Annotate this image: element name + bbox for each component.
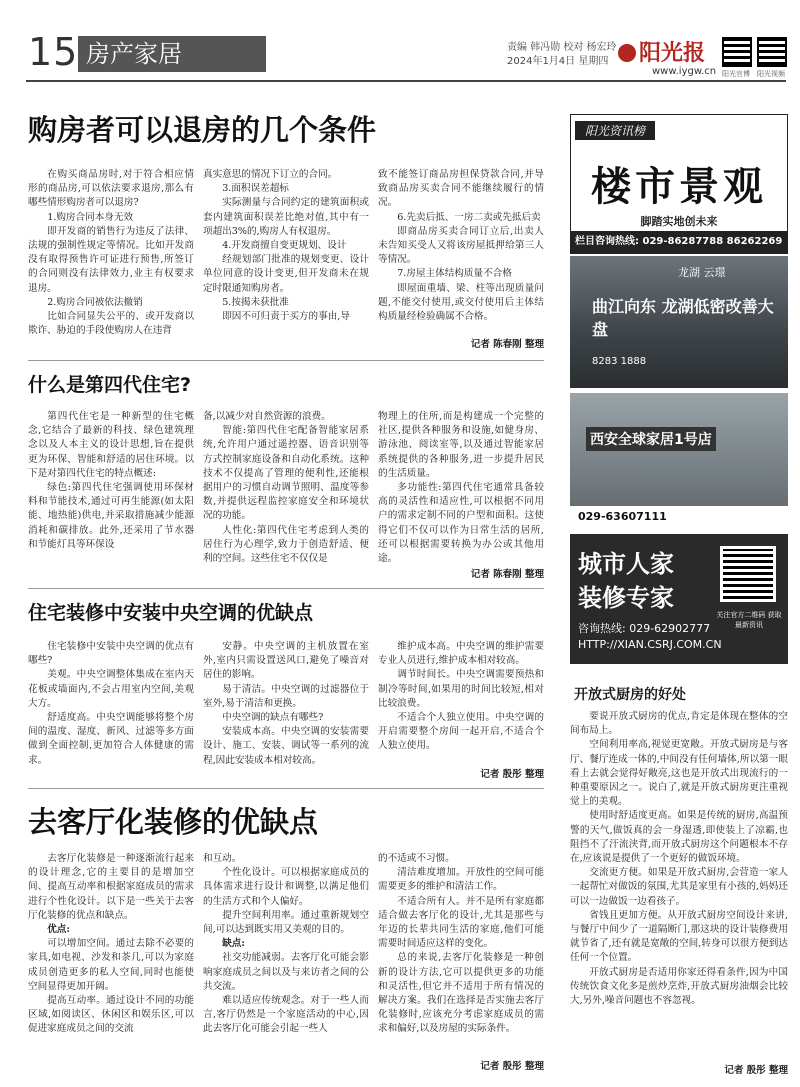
date-line: 2024年1月4日 星期四 <box>507 56 609 67</box>
byline: 记者 陈春刚 整理 <box>470 339 544 350</box>
paragraph: 不适合个人独立使用。中央空调的开启需要整个房间一起开启,不适合个人独立使用。 <box>378 712 544 752</box>
paragraph: 美观。中央空调整体集成在室内天花板或墙面内,不会占用室内空间,美观大方。 <box>28 669 194 709</box>
ad-phone: 029-63607111 <box>570 506 788 528</box>
paragraph: 开放式厨房是否适用你家还得看条件,因为中国传统饮食文化多是煎炒烹炸,开放式厨房油烟会比较大,另外,噪音问题也不容忽视。 <box>570 966 788 1007</box>
paragraph: 物理上的住所,而是构建成一个完整的社区,提供各种服务和设施,如健身房、游泳池、阅读室等,以及通过智能家居系统提供的各种服务,进一步提升居民的生活质量。 <box>378 411 544 479</box>
paragraph: 空间利用率高,视觉更宽敞。开放式厨房是与客厅、餐厅连成一体的,中间没有任何墙体,所以第一眼看上去就会觉得好敞亮,这也是开放式出现流行的一种重要原因之一。说白了,就是开放式厨房更注重视觉上的美观。 <box>570 739 788 808</box>
paragraph: 中央空调的缺点有哪些? <box>222 712 324 724</box>
paragraph: 3.面积误差超标 <box>222 183 289 195</box>
article-title: 购房者可以退房的几个条件 <box>28 113 377 147</box>
paragraph: 经规划部门批准的规划变更、设计单位同意的设计变更,但开发商未在规定时限通知购房者。 <box>203 254 369 294</box>
subheading: 缺点: <box>222 938 245 950</box>
paragraph: 难以适应传统观念。对于一些人而言,客厅仍然是一个家庭活动的中心,因此去客厅化可能会引起一些人 <box>203 995 369 1035</box>
renovation-ad[interactable] <box>570 534 788 664</box>
paragraph: 致不能签订商品房担保贷款合同,并导致商品房买卖合同不能继续履行的情况。 <box>378 169 544 209</box>
paragraph: 可以增加空间。通过去除不必要的家具,如电视、沙发和茶几,可以为家庭成员创造更多的私人空间,同时也能使空间显得更加开阔。 <box>28 938 194 992</box>
site-url[interactable]: www.iygw.cn <box>652 66 717 77</box>
paragraph: 在购买商品房时,对于符合相应情形的商品房,可以依法要求退房,那么有哪些情形购房者可以退房? <box>28 169 194 209</box>
page-number: 15 <box>28 30 79 74</box>
section-title: 房产家居 <box>78 36 266 72</box>
paragraph: 即因不可归责于买方的事由,导 <box>222 311 350 323</box>
byline: 记者 殷彤 整理 <box>480 769 544 780</box>
qr-caption: 阳光官博 <box>722 70 750 78</box>
article-column <box>28 640 194 780</box>
article-title: 开放式厨房的好处 <box>574 687 686 703</box>
paragraph: 省钱且更加方便。从开放式厨房空间设计来讲,与餐厅中间少了一道隔断门,那这块的设计装修费用就节省了,还有就是宽敞的空间,转身可以很方便到达任何一个位置。 <box>570 909 788 964</box>
divider <box>28 588 544 589</box>
ad-brand: 龙湖 云璟 <box>678 266 726 279</box>
furniture-ad[interactable] <box>570 393 788 528</box>
article-column <box>203 852 369 1074</box>
paragraph: 真实意思的情况下订立的合同。 <box>203 169 338 180</box>
paragraph: 和互动。 <box>203 853 242 864</box>
paragraph: 易于清洁。中央空调的过滤器位于室外,易于清洁和更换。 <box>203 683 369 709</box>
sun-icon <box>618 44 636 62</box>
paragraph: 第四代住宅是一种新型的住宅概念,它结合了最新的科技、绿色建筑理念以及人本主义的设计思想,旨在提供更为环保、智能和舒适的居住环境。以下是对第四代住宅的特点概述: <box>28 411 194 479</box>
header-divider <box>26 80 786 82</box>
paragraph: 即商品房买卖合同订立后,出卖人未告知买受人又将该房屋抵押给第三人等情况。 <box>378 225 544 266</box>
ad-phone: 咨询热线: 029-62902777 <box>578 622 711 635</box>
newspaper-logo <box>618 36 705 67</box>
paragraph: 实际测量与合同约定的建筑面积或套内建筑面积误差比绝对值,其中有一项超出3%的,购房人有权退房。 <box>203 197 369 237</box>
byline: 记者 殷彤 整理 <box>724 1065 788 1076</box>
ad-url[interactable]: HTTP://XIAN.CSRJ.COM.CN <box>578 638 722 651</box>
article-column <box>203 640 369 780</box>
article-title: 去客厅化装修的优缺点 <box>28 805 319 839</box>
paragraph: 要说开放式厨房的优点,肯定是体现在整体的空间布局上。 <box>570 711 788 737</box>
qr-code-icon <box>722 37 752 67</box>
sidebar-article <box>570 676 788 1064</box>
paragraph: 总的来说,去客厅化装修是一种创新的设计方法,它可以提供更多的功能和灵活性,但它并不适用于所有情况的解决方案。我们在选择是否实施去客厅化装修时,应该充分考虑家庭成员的需求和偏好,以及房屋的实际条件。 <box>378 952 544 1035</box>
ad-tag: 阳光资讯榜 <box>575 121 655 140</box>
paragraph: 智能:第四代住宅配备智能家居系统,允许用户通过遥控器、语音识别等方式控制家庭设备和自动化系统。这种技术不仅提高了管理的便利性,还能根据用户的习惯自动调节照明、温度等参数,并提供远程监控家庭安全和环境状况的功能。 <box>203 425 369 522</box>
byline: 记者 陈春刚 整理 <box>470 569 544 580</box>
paragraph: 2.购房合同被依法撤销 <box>47 296 143 308</box>
article-column <box>28 168 194 352</box>
paragraph: 多功能性:第四代住宅通常具备较高的灵活性和适应性,可以根据不同用户的需求定制不同的户型和面积。这使得它们不仅可以作为日常生活的居所,还可以根据需要转换为办公或其他用途。 <box>378 482 544 565</box>
subheading: 优点: <box>47 924 70 936</box>
article-column <box>28 852 194 1074</box>
article-column <box>570 710 788 1064</box>
paragraph: 即开发商的销售行为违反了法律、法规的强制性规定等情况。比如开发商没有取得预售许可证进行预售,所签订的合同则没有法律效力,业主有权要求退房。 <box>28 225 194 294</box>
paragraph: 7.房屋主体结构质量不合格 <box>397 268 512 280</box>
ad-phone: 8283 1888 <box>592 356 647 367</box>
paragraph: 安装成本高。中央空调的安装需要设计、施工、安装、调试等一系列的流程,因此安装成本相对较高。 <box>203 726 369 766</box>
article-column <box>378 640 544 764</box>
paragraph: 舒适度高。中央空调能够将整个房间的温度、湿度、新风、过滤等多方面做到全面控制,更加符合人体健康的需求。 <box>28 712 194 766</box>
ad-hotline: 栏目咨询热线: 029-86287788 86262269 <box>571 231 787 253</box>
paragraph: 的不适或不习惯。 <box>378 853 455 864</box>
editors-line: 责编 韩冯勋 校对 杨宏玲 <box>507 42 617 53</box>
article-column <box>378 410 544 566</box>
article-column <box>28 410 194 580</box>
article-column <box>378 168 544 334</box>
logo-text: 阳光报 <box>639 40 706 66</box>
paragraph: 即屋面重墙、梁、柱等出现质量问题,不能交付使用,或交付使用后主体结构质量经检验确属不合格。 <box>378 282 544 323</box>
article-column <box>203 168 369 352</box>
paragraph: 交流更方便。如果是开放式厨房,会营造一家人一起帮忙对做饭的氛围,尤其是家里有小孩的,妈妈还可以一边做饭一边看孩子。 <box>570 867 788 907</box>
paragraph: 人性化:第四代住宅考虑到人类的居住行为心理学,致力于创造舒适、便利的空间。这些住宅不仅仅是 <box>203 524 369 565</box>
divider <box>28 788 544 789</box>
paragraph: 个性化设计。可以根据家庭成员的具体需求进行设计和调整,以满足他们的生活方式和个人偏好。 <box>203 867 369 907</box>
qr-caption: 关注官方二维码 获取最新资讯 <box>716 611 782 629</box>
paragraph: 绿色:第四代住宅强调使用环保材料和节能技术,通过可再生能源(如太阳能、地热能)供电,并采取措施减少能源消耗和碳排放。此外,还采用了节水器和节能灯具等环保设 <box>28 482 194 550</box>
paragraph: 安静。中央空调的主机放置在室外,室内只需设置送风口,避免了噪音对居住的影响。 <box>203 641 369 681</box>
paragraph: 使用时舒适度更高。如果是传统的厨房,高温预警的天气,做饭真的会一身湿透,即使装上了凉霸,也阻挡不了汗流浃背,而开放式厨房这个问题根本不存在,应该说是提供了一个更好的做饭环境。 <box>570 810 788 865</box>
column-ad-box <box>570 114 788 254</box>
qr-code-icon <box>757 37 787 67</box>
paragraph: 提高互动率。通过设计不同的功能区域,如阅读区、休闲区和娱乐区,可以促进家庭成员之间的交流 <box>28 995 194 1035</box>
article-title: 什么是第四代住宅? <box>28 374 192 396</box>
paragraph: 4.开发商擅自变更规划、设计 <box>222 240 347 252</box>
ad-headline: 曲江向东 龙湖低密改善大盘 <box>592 297 774 339</box>
paragraph: 维护成本高。中央空调的维护需要专业人员进行,维护成本相对较高。 <box>378 641 544 667</box>
paragraph: 5.按揭未获批准 <box>222 296 289 308</box>
paragraph: 住宅装修中安装中央空调的优点有哪些? <box>28 641 194 667</box>
paragraph: 6.先卖后抵、一房二卖或先抵后卖 <box>397 211 541 223</box>
paragraph: 调节时间长。中央空调需要预热和制冷等时间,如果用的时间比较短,相对比较浪费。 <box>378 669 544 709</box>
paragraph: 提升空间利用率。通过重新规划空间,可以达到既实用又美观的目的。 <box>203 909 369 936</box>
article-column <box>203 410 369 580</box>
paragraph: 社交功能减弱。去客厅化可能会影响家庭成员之间以及与来访者之间的公共交流。 <box>203 952 369 992</box>
paragraph: 备,以减少对自然资源的浪费。 <box>203 411 331 422</box>
paragraph: 1.购房合同本身无效 <box>47 211 134 223</box>
ad-line: 城市人家 <box>578 550 674 578</box>
paragraph: 比如合同显失公平的、或开发商以欺诈、胁迫的手段使购房人在违背 <box>28 311 194 337</box>
qr-code-icon <box>720 546 776 602</box>
ad-title: 楼市景观 <box>591 163 767 210</box>
paragraph: 不适合所有人。并不是所有家庭都适合做去客厅化的设计,尤其是那些与年迈的长辈共同生活的家庭,他们可能需要时间适应这样的变化。 <box>378 895 544 950</box>
byline: 记者 殷彤 整理 <box>480 1061 544 1072</box>
ad-line: 装修专家 <box>578 584 674 612</box>
article-title: 住宅装修中安装中央空调的优缺点 <box>28 602 314 624</box>
paragraph: 去客厅化装修是一种逐渐流行起来的设计理念,它的主要目的是增加空间、提高互动率和根据家庭成员的需求进行个性化设计。以下是一些关于去客厅化装修的优点和缺点。 <box>28 853 194 921</box>
ad-headline: 西安全球家居1号店 <box>586 427 716 451</box>
article-column <box>378 852 544 1056</box>
divider <box>28 360 544 361</box>
real-estate-ad[interactable] <box>570 256 788 388</box>
ad-slogan: 脚踏实地创未来 <box>640 215 718 228</box>
paragraph: 清洁难度增加。开放性的空间可能需要更多的维护和清洁工作。 <box>378 867 544 893</box>
qr-caption: 阳光视频 <box>757 70 785 78</box>
